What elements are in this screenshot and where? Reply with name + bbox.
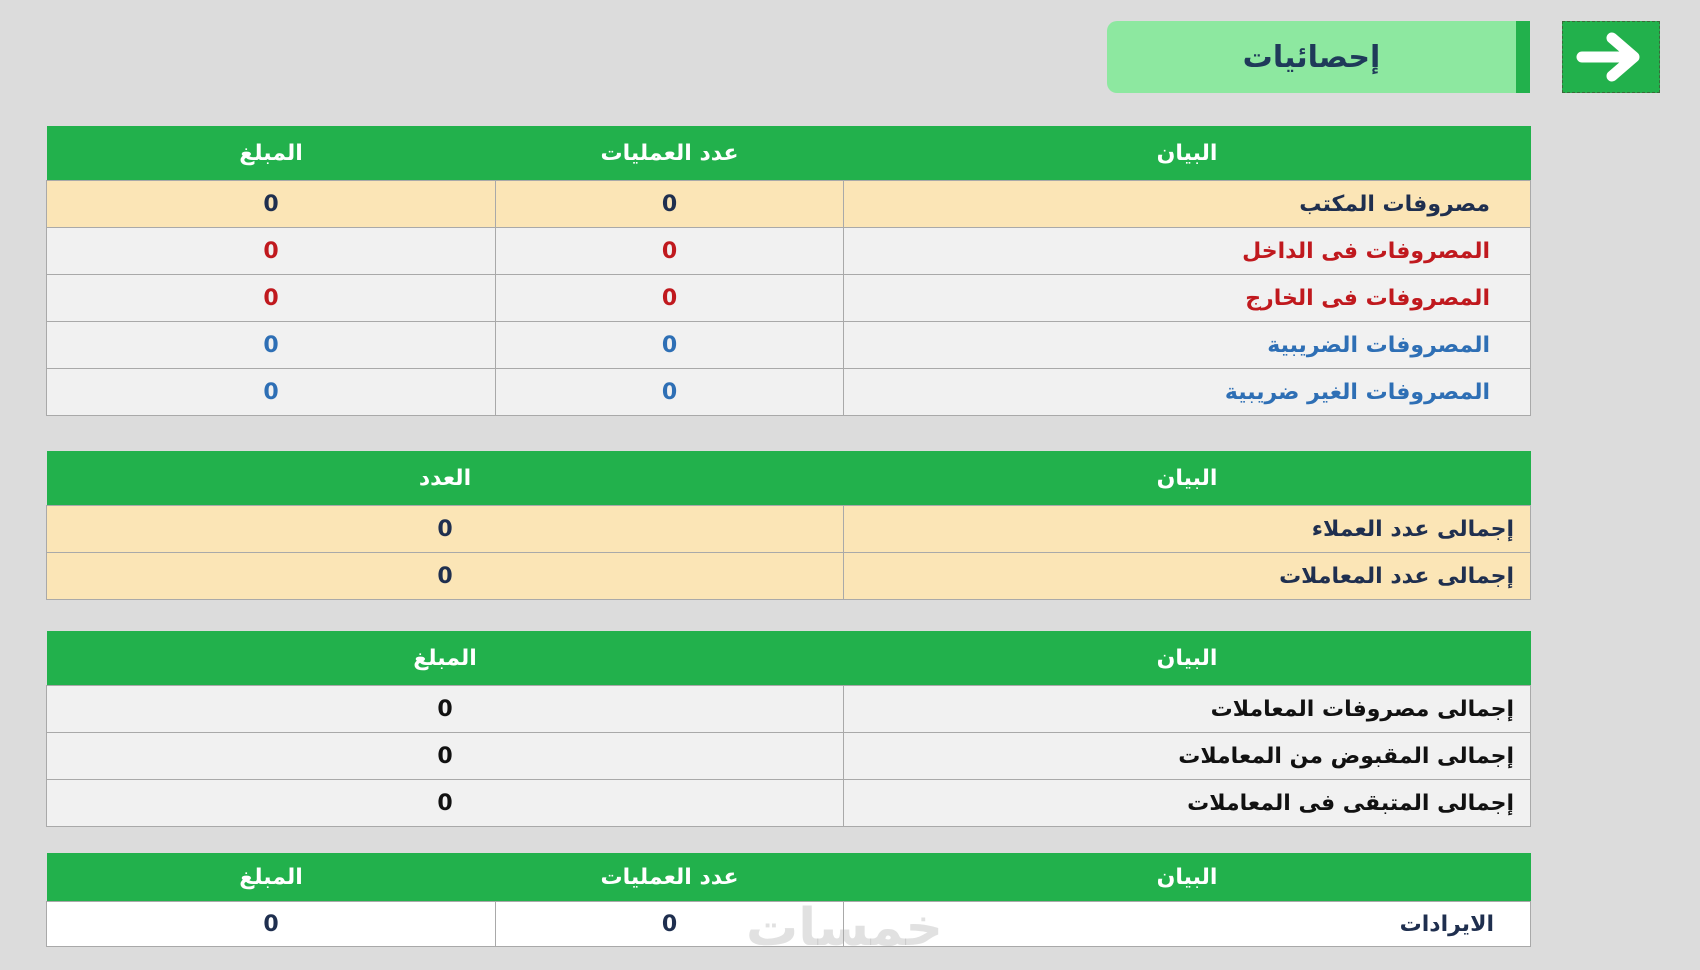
- table-row: [47, 275, 1531, 322]
- row-count[interactable]: 0: [496, 275, 844, 322]
- row-value[interactable]: 0: [47, 506, 844, 553]
- table-row: [47, 322, 1531, 369]
- arrow-right-icon: [1576, 30, 1646, 84]
- table-header-row: [47, 126, 1531, 181]
- col-header-amount: المبلغ: [47, 631, 844, 686]
- row-label: إجمالى مصروفات المعاملات: [844, 686, 1531, 733]
- row-label: مصروفات المكتب: [844, 181, 1531, 228]
- page-header: [1107, 21, 1530, 93]
- row-label: إجمالى المقبوض من المعاملات: [844, 733, 1531, 780]
- title-accent: [1516, 21, 1530, 93]
- row-label: المصروفات فى الخارج: [844, 275, 1531, 322]
- col-header-description: البيان: [844, 126, 1531, 181]
- row-amount[interactable]: 0: [47, 322, 496, 369]
- col-header-amount: المبلغ: [47, 853, 496, 902]
- row-value[interactable]: 0: [47, 553, 844, 600]
- row-amount[interactable]: 0: [47, 228, 496, 275]
- table-row: [47, 553, 1531, 600]
- row-label: المصروفات الغير ضريبية: [844, 369, 1531, 416]
- col-header-description: البيان: [844, 631, 1531, 686]
- row-count[interactable]: 0: [496, 322, 844, 369]
- table-row: [47, 181, 1531, 228]
- table-header-row: [47, 451, 1531, 506]
- table-header-row: [47, 631, 1531, 686]
- col-header-number: العدد: [47, 451, 844, 506]
- col-header-description: البيان: [844, 451, 1531, 506]
- transactions-table: [46, 631, 1531, 827]
- row-amount[interactable]: 0: [47, 902, 496, 947]
- row-count[interactable]: 0: [496, 902, 844, 947]
- row-amount[interactable]: 0: [47, 181, 496, 228]
- table-row: [47, 733, 1531, 780]
- row-value[interactable]: 0: [47, 733, 844, 780]
- counts-table: [46, 451, 1531, 600]
- table-row: [47, 780, 1531, 827]
- table-header-row: [47, 853, 1531, 902]
- row-count[interactable]: 0: [496, 369, 844, 416]
- expenses-table: [46, 126, 1531, 416]
- row-label: إجمالى عدد المعاملات: [844, 553, 1531, 600]
- table-row: [47, 506, 1531, 553]
- back-button[interactable]: [1562, 21, 1660, 93]
- table-row: [47, 369, 1531, 416]
- row-amount[interactable]: 0: [47, 369, 496, 416]
- page-title: إحصائيات: [1107, 21, 1516, 93]
- table-row: [47, 228, 1531, 275]
- col-header-description: البيان: [844, 853, 1531, 902]
- row-label: إجمالى المتبقى فى المعاملات: [844, 780, 1531, 827]
- row-label: إجمالى عدد العملاء: [844, 506, 1531, 553]
- watermark: خمسات: [746, 898, 944, 958]
- row-label: المصروفات الضريبية: [844, 322, 1531, 369]
- col-header-amount: المبلغ: [47, 126, 496, 181]
- row-count[interactable]: 0: [496, 181, 844, 228]
- row-label: الايرادات: [844, 902, 1531, 947]
- table-row: [47, 686, 1531, 733]
- row-value[interactable]: 0: [47, 780, 844, 827]
- col-header-count: عدد العمليات: [496, 126, 844, 181]
- row-value[interactable]: 0: [47, 686, 844, 733]
- row-amount[interactable]: 0: [47, 275, 496, 322]
- col-header-count: عدد العمليات: [496, 853, 844, 902]
- row-count[interactable]: 0: [496, 228, 844, 275]
- row-label: المصروفات فى الداخل: [844, 228, 1531, 275]
